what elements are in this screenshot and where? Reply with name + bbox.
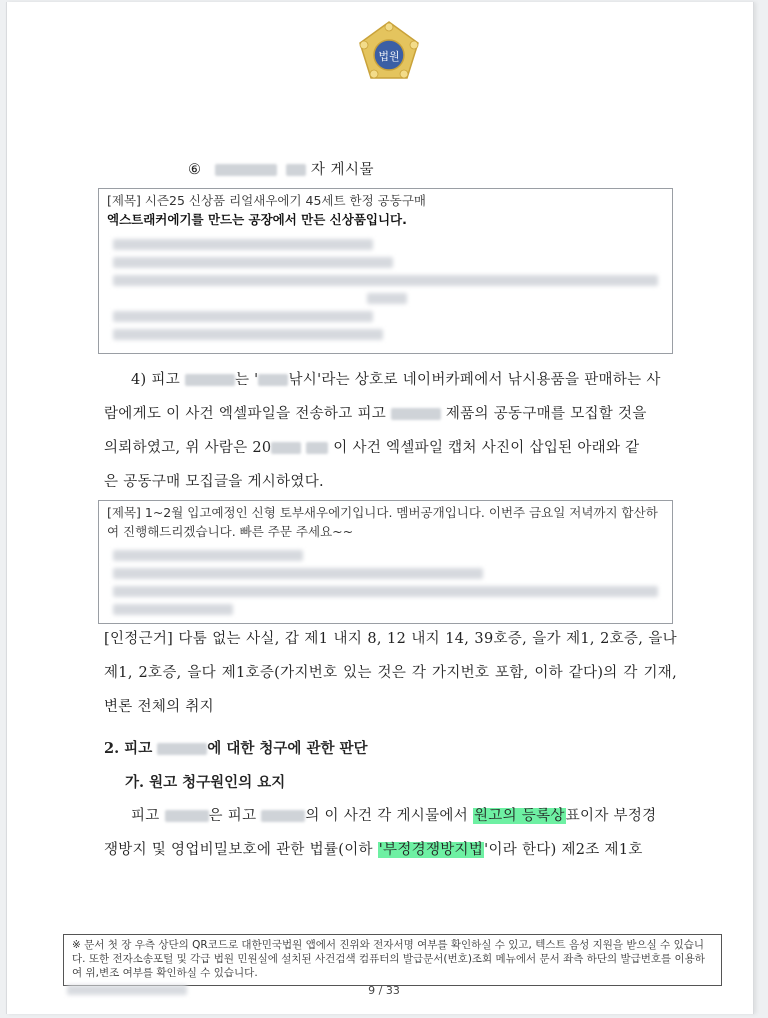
emblem-label: 법원 — [378, 50, 400, 63]
post-subtitle: 엑스트래커에기를 만드는 공장에서 만든 신상품입니다. — [107, 212, 407, 227]
evidence-paragraph: [인정근거] 다툼 없는 사실, 갑 제1 내지 8, 12 내지 14, 39호증, 을가 제1, 2호증, 을나 제1, 2호증, 을다 제1호증(가지번호 있는 것은 각 가지번호 포함, 이하 같다)의 각 기재, 변론 전체의 취지 — [104, 631, 677, 715]
highlight-law-name: '부정경쟁방지법 — [378, 842, 484, 858]
subsection-heading: 가. 원고 청구원인의 요지 — [125, 774, 286, 791]
redacted-text — [215, 164, 277, 176]
post-title: [제목] 시즌25 신상품 리얼새우에기 45세트 한정 공동구매 — [107, 193, 426, 208]
redacted-line — [113, 311, 373, 322]
post-box-2 — [98, 500, 673, 624]
redacted-line — [113, 239, 373, 250]
redacted-text — [391, 408, 441, 420]
item-suffix: 자 게시물 — [310, 162, 374, 178]
redacted-line — [113, 329, 383, 340]
redacted-line — [113, 604, 233, 615]
redacted-text — [157, 743, 207, 755]
redacted-line — [113, 257, 393, 268]
redacted-text — [261, 810, 305, 822]
item-6-heading — [188, 158, 374, 179]
page-number: 9 / 33 — [368, 984, 400, 997]
redacted-text — [185, 374, 235, 386]
redacted-text — [286, 164, 306, 176]
item-number: ⑥ — [188, 162, 202, 178]
claim-paragraph: 피고 은 피고 의 이 사건 각 게시물에서 원고의 등록상표이자 부정경 쟁방지 및 영업비밀보호에 관한 법률(이하 '부정경쟁방지법'이라 한다) 제2조 제1호 — [104, 808, 657, 858]
section-2-heading: 2. 피고 에 대한 청구에 관한 판단 — [104, 740, 368, 757]
redacted-text — [271, 442, 301, 454]
highlight-registered-mark: 원고의 등록상 — [473, 808, 565, 824]
paragraph-4: 4) 피고 는 ' 낚시'라는 상호로 네이버카페에서 낚시용품을 판매하는 사 람에게도 이 사건 엑셀파일을 전송하고 피고 제품의 공동구매를 모집할 것을 의뢰하였고, 위 사람은 20 이 사건 엑셀파일 캡처 사진이 삽입된 아래와 같 은 공동구매 모집글을 게시하였다. — [104, 372, 661, 490]
redacted-text — [258, 374, 288, 386]
redacted-line — [113, 550, 303, 561]
redacted-text — [165, 810, 209, 822]
redacted-line — [367, 293, 407, 304]
post-title: [제목] 1~2월 입고예정인 신형 토부새우에기입니다. 멤버공개입니다. 이번주 금요일 저녁까지 합산하여 진행해드리겠습니다. 빠른 주문 주세요~~ — [107, 505, 658, 539]
redacted-line — [113, 275, 658, 286]
document-page — [6, 2, 754, 1014]
redacted-line — [113, 568, 483, 579]
post-box-1 — [98, 188, 673, 354]
redacted-text — [306, 442, 328, 454]
footer-notice: ※ 문서 첫 장 우측 상단의 QR코드로 대한민국법원 앱에서 진위와 전자서명 여부를 확인하실 수 있고, 텍스트 음성 지원을 받으실 수 있습니다. 또한 전자소송포털 및 각급 법원 민원실에 설치된 사건검색 컴퓨터의 발급문서(번호)조회 메뉴에서 문서 좌측 하단의 발급번호를 이용하여 위,변조 여부를 확인하실 수 있습니다. — [63, 934, 722, 986]
redacted-line — [113, 586, 658, 597]
court-emblem-icon — [354, 18, 424, 88]
